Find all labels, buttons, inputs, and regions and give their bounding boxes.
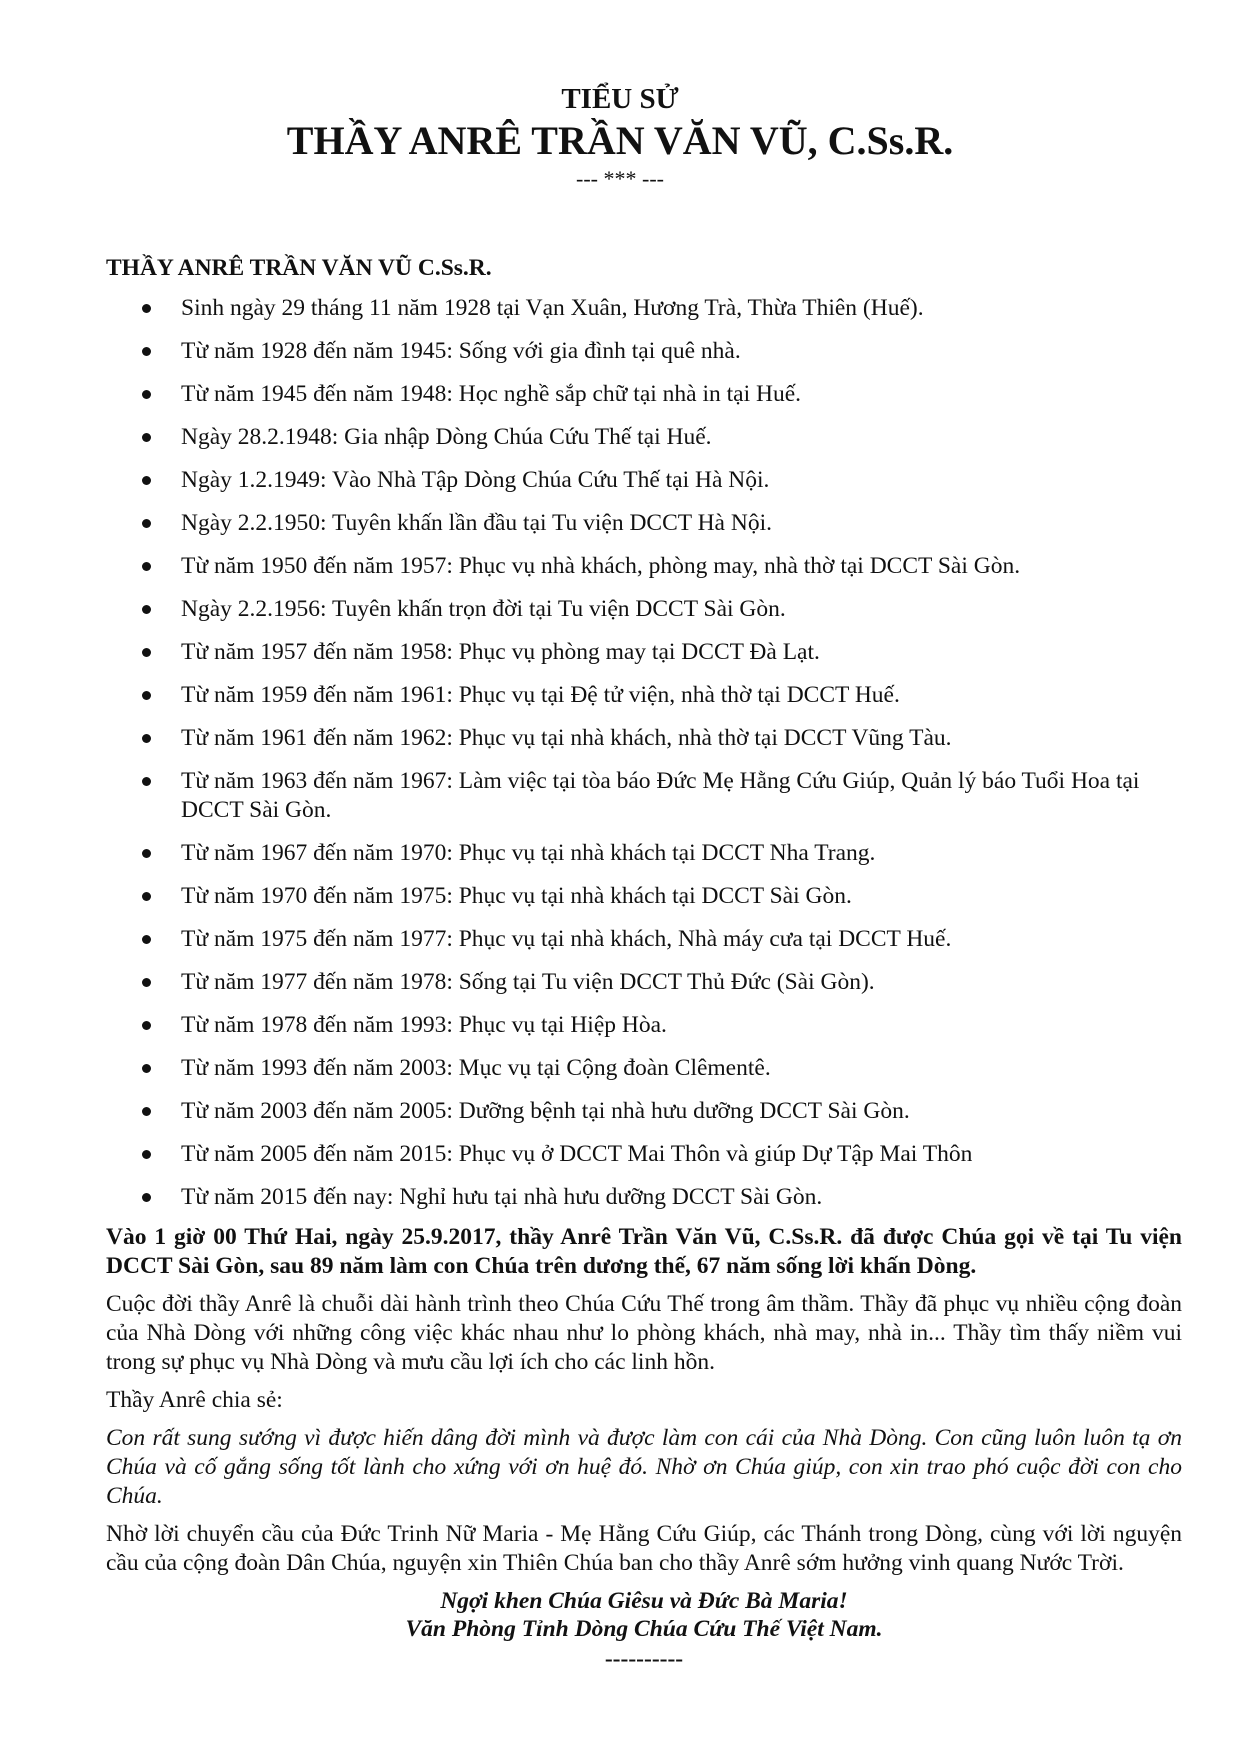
- title-ornament: --- *** ---: [576, 166, 664, 191]
- timeline-item-text: Ngày 2.2.1956: Tuyên khấn trọn đời tại Tu viện DCCT Sài Gòn.: [181, 596, 786, 622]
- bullet-icon: [142, 1064, 151, 1073]
- timeline-item: [106, 423, 1182, 452]
- timeline-item-text: Từ năm 1959 đến năm 1961: Phục vụ tại Đệ tử viện, nhà thờ tại DCCT Huế.: [181, 682, 900, 708]
- timeline-item-text: Từ năm 1967 đến năm 1970: Phục vụ tại nhà khách tại DCCT Nha Trang.: [181, 840, 876, 866]
- bullet-icon: [142, 691, 151, 700]
- bullet-icon: [142, 605, 151, 614]
- bullet-icon: [142, 734, 151, 743]
- timeline-item-text: Ngày 28.2.1948: Gia nhập Dòng Chúa Cứu Thế tại Huế.: [181, 424, 712, 450]
- quote-intro: Thầy Anrê chia sẻ:: [106, 1387, 283, 1413]
- bullet-icon: [142, 519, 151, 528]
- bullet-icon: [142, 849, 151, 858]
- passing-announcement: Vào 1 giờ 00 Thứ Hai, ngày 25.9.2017, thầy Anrê Trần Văn Vũ, C.Ss.R. đã được Chúa gọi về tại Tu viện DCCT Sài Gòn, sau 89 năm làm con Chúa trên dương thế, 67 năm sống lời khấn Dòng.: [106, 1224, 1182, 1279]
- timeline-item-text: Từ năm 1970 đến năm 1975: Phục vụ tại nhà khách tại DCCT Sài Gòn.: [181, 883, 852, 909]
- document-label: TIỂU SỬ: [561, 83, 679, 115]
- timeline-item-text: Từ năm 2005 đến năm 2015: Phục vụ ở DCCT Mai Thôn và giúp Dự Tập Mai Thôn: [181, 1141, 973, 1167]
- bullet-icon: [142, 935, 151, 944]
- timeline-item: [106, 882, 1182, 911]
- timeline-item: [106, 638, 1182, 667]
- timeline-item-text: Từ năm 1975 đến năm 1977: Phục vụ tại nhà khách, Nhà máy cưa tại DCCT Huế.: [181, 926, 952, 952]
- timeline-item: [106, 552, 1182, 581]
- bullet-icon: [142, 562, 151, 571]
- closing-signature: Văn Phòng Tỉnh Dòng Chúa Cứu Thế Việt Nam.: [405, 1616, 883, 1642]
- bullet-icon: [142, 892, 151, 901]
- timeline-item-text: Từ năm 1963 đến năm 1967: Làm việc tại tòa báo Đức Mẹ Hằng Cứu Giúp, Quản lý báo Tuổi Hoa tại DCCT Sài Gòn.: [181, 768, 1140, 823]
- end-mark: ----------: [604, 1646, 684, 1672]
- timeline-item-text: Từ năm 1961 đến năm 1962: Phục vụ tại nhà khách, nhà thờ tại DCCT Vũng Tàu.: [181, 725, 952, 751]
- bullet-icon: [142, 1107, 151, 1116]
- biography-timeline: [106, 294, 1182, 1212]
- bullet-icon: [142, 433, 151, 442]
- bullet-icon: [142, 476, 151, 485]
- timeline-item-text: Từ năm 1978 đến năm 1993: Phục vụ tại Hiệp Hòa.: [181, 1012, 667, 1038]
- bullet-icon: [142, 1193, 151, 1202]
- bullet-icon: [142, 1150, 151, 1159]
- timeline-item: [106, 595, 1182, 624]
- bullet-icon: [142, 978, 151, 987]
- timeline-item: [106, 767, 1182, 825]
- timeline-item-text: Từ năm 2015 đến nay: Nghỉ hưu tại nhà hưu dưỡng DCCT Sài Gòn.: [181, 1184, 823, 1210]
- bullet-icon: [142, 648, 151, 657]
- timeline-item: [106, 925, 1182, 954]
- timeline-item: [106, 380, 1182, 409]
- timeline-item: [106, 294, 1182, 323]
- timeline-item-text: Ngày 1.2.1949: Vào Nhà Tập Dòng Chúa Cứu Thế tại Hà Nội.: [181, 467, 770, 493]
- timeline-item-text: Từ năm 1993 đến năm 2003: Mục vụ tại Cộng đoàn Clêmentê.: [181, 1055, 771, 1081]
- timeline-item: [106, 1011, 1182, 1040]
- document-header: [0, 82, 1240, 192]
- bullet-icon: [142, 1021, 151, 1030]
- timeline-item: [106, 724, 1182, 753]
- timeline-item-text: Từ năm 1950 đến năm 1957: Phục vụ nhà khách, phòng may, nhà thờ tại DCCT Sài Gòn.: [181, 553, 1021, 579]
- section-heading: THẦY ANRÊ TRẦN VĂN VŨ C.Ss.R.: [106, 255, 492, 281]
- timeline-item: [106, 1054, 1182, 1083]
- timeline-item: [106, 337, 1182, 366]
- bullet-icon: [142, 390, 151, 399]
- timeline-item: [106, 1140, 1182, 1169]
- timeline-item: [106, 681, 1182, 710]
- timeline-item-text: Từ năm 2003 đến năm 2005: Dưỡng bệnh tại nhà hưu dưỡng DCCT Sài Gòn.: [181, 1098, 910, 1124]
- bullet-icon: [142, 304, 151, 313]
- timeline-item: [106, 968, 1182, 997]
- timeline-item-text: Từ năm 1945 đến năm 1948: Học nghề sắp chữ tại nhà in tại Huế.: [181, 381, 802, 407]
- timeline-item: [106, 1097, 1182, 1126]
- timeline-item: [106, 466, 1182, 495]
- quote-paragraph: Con rất sung sướng vì được hiến dâng đời mình và được làm con cái của Nhà Dòng. Con cũng luôn luôn tạ ơn Chúa và cố gắng sống tốt lành cho xứng với ơn huệ đó. Nhờ ơn Chúa giúp, con xin trao phó cuộc đời con cho Chúa.: [106, 1425, 1182, 1509]
- timeline-item-text: Từ năm 1928 đến năm 1945: Sống với gia đình tại quê nhà.: [181, 338, 741, 364]
- closing-praise: Ngợi khen Chúa Giêsu và Đức Bà Maria!: [440, 1588, 848, 1614]
- document-body: [106, 254, 1182, 1674]
- timeline-item-text: Sinh ngày 29 tháng 11 năm 1928 tại Vạn Xuân, Hương Trà, Thừa Thiên (Huế).: [181, 295, 924, 321]
- bullet-icon: [142, 777, 151, 786]
- document-title: THẦY ANRÊ TRẦN VĂN VŨ, C.Ss.R.: [286, 118, 954, 163]
- timeline-item-text: Ngày 2.2.1950: Tuyên khấn lần đầu tại Tu viện DCCT Hà Nội.: [181, 510, 772, 536]
- prayer-paragraph: Nhờ lời chuyển cầu của Đức Trinh Nữ Maria - Mẹ Hằng Cứu Giúp, các Thánh trong Dòng, cùng với lời nguyện cầu của cộng đoàn Dân Chúa, nguyện xin Thiên Chúa ban cho thầy Anrê sớm hưởng vinh quang Nước Trời.: [106, 1521, 1182, 1576]
- bullet-icon: [142, 347, 151, 356]
- timeline-item-text: Từ năm 1977 đến năm 1978: Sống tại Tu viện DCCT Thủ Đức (Sài Gòn).: [181, 969, 875, 995]
- timeline-item: [106, 1183, 1182, 1212]
- life-summary-paragraph: Cuộc đời thầy Anrê là chuỗi dài hành trình theo Chúa Cứu Thế trong âm thầm. Thầy đã phục vụ nhiều cộng đoàn của Nhà Dòng với những công việc khác nhau như lo phòng khách, nhà may, nhà in... Thầy tìm thấy niềm vui trong sự phục vụ Nhà Dòng và mưu cầu lợi ích cho các linh hồn.: [106, 1291, 1182, 1375]
- timeline-item-text: Từ năm 1957 đến năm 1958: Phục vụ phòng may tại DCCT Đà Lạt.: [181, 639, 820, 665]
- closing-block: [106, 1587, 1182, 1643]
- timeline-item: [106, 509, 1182, 538]
- timeline-item: [106, 839, 1182, 868]
